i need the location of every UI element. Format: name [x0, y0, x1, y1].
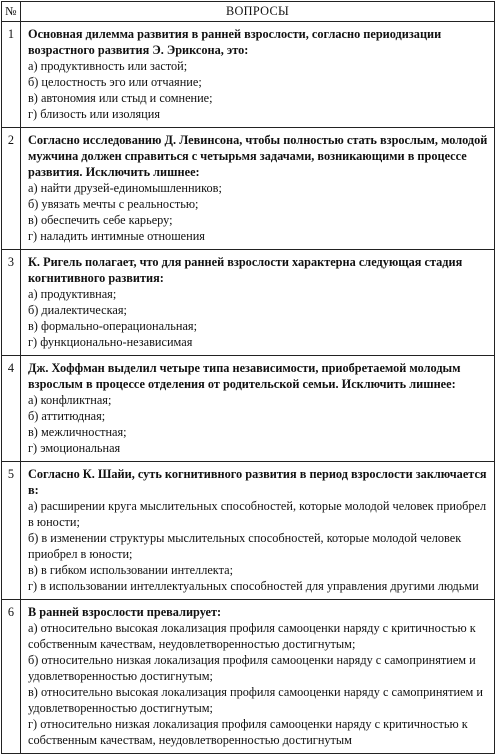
- question-cell: [21, 600, 495, 754]
- question-row: [2, 600, 495, 754]
- question-cell: [21, 22, 495, 128]
- question-text: В ранней взрослости превалирует:: [28, 605, 222, 619]
- answer-option: а) конфликтная;: [28, 393, 112, 407]
- answer-option: б) увязать мечты с реальностью;: [28, 197, 199, 211]
- question-row: [2, 128, 495, 250]
- answer-option: а) продуктивность или застой;: [28, 59, 188, 73]
- question-cell: [21, 250, 495, 356]
- question-row: [2, 22, 495, 128]
- questions-column-header: ВОПРОСЫ: [21, 2, 495, 22]
- question-cell: [21, 462, 495, 600]
- answer-option: в) межличностная;: [28, 425, 127, 439]
- answer-option: г) в использовании интеллектуальных способностей для управления другими людьми: [28, 579, 479, 593]
- question-number: 1: [2, 22, 21, 128]
- answer-option: в) в гибком использовании интеллекта;: [28, 563, 233, 577]
- answer-option: б) относительно низкая локализация профиля самооценки наряду с самопринятием и удовлетворенностью достигнутым;: [28, 653, 476, 683]
- question-number: 6: [2, 600, 21, 754]
- answer-option: в) автономия или стыд и сомнение;: [28, 91, 213, 105]
- question-text: К. Ригель полагает, что для ранней взрослости характерна следующая стадия когнитивного развития:: [28, 255, 463, 285]
- answer-option: а) относительно высокая локализация профиля самооценки наряду с критичностью к собственным качествам, неудовлетворенностью достигнутым;: [28, 621, 476, 651]
- answer-option: г) наладить интимные отношения: [28, 229, 205, 243]
- question-number: 2: [2, 128, 21, 250]
- answer-option: г) функционально-независимая: [28, 335, 193, 349]
- question-text: Основная дилемма развития в ранней взрослости, согласно периодизации возрастного развития Э. Эриксона, это:: [28, 27, 442, 57]
- question-text: Дж. Хоффман выделил четыре типа независимости, приобретаемой молодым взрослым в процессе отделения от родительской семьи. Исключить лишнее:: [28, 361, 461, 391]
- question-text: Согласно исследованию Д. Левинсона, чтобы полностью стать взрослым, молодой мужчина должен справиться с четырьмя задачами, возникающими в процессе развития. Исключить лишнее:: [28, 133, 488, 179]
- answer-option: в) обеспечить себе карьеру;: [28, 213, 173, 227]
- question-cell: [21, 356, 495, 462]
- question-row: [2, 462, 495, 600]
- number-column-header: №: [2, 2, 21, 22]
- answer-option: б) диалектическая;: [28, 303, 127, 317]
- answer-option: б) аттитюдная;: [28, 409, 106, 423]
- answer-option: а) найти друзей-единомышленников;: [28, 181, 222, 195]
- answer-option: а) продуктивная;: [28, 287, 117, 301]
- question-row: [2, 356, 495, 462]
- answer-option: г) эмоциональная: [28, 441, 121, 455]
- answer-option: а) расширении круга мыслительных способностей, которые молодой человек приобрел в юности;: [28, 499, 487, 529]
- answer-option: в) относительно высокая локализация профиля самооценки наряду с самопринятием и удовлетворенностью достигнутым;: [28, 685, 483, 715]
- table-header-row: [2, 2, 495, 22]
- question-text: Согласно К. Шайи, суть когнитивного развития в период взрослости заключается в:: [28, 467, 487, 497]
- questions-body: [2, 22, 495, 754]
- questions-table: [1, 1, 495, 754]
- question-cell: [21, 128, 495, 250]
- question-number: 5: [2, 462, 21, 600]
- answer-option: г) относительно низкая локализация профиля самооценки наряду с критичностью к собственным качествам, неудовлетворенностью достигнутым: [28, 717, 468, 747]
- answer-option: г) близость или изоляция: [28, 107, 160, 121]
- question-number: 4: [2, 356, 21, 462]
- question-number: 3: [2, 250, 21, 356]
- answer-option: в) формально-операциональная;: [28, 319, 197, 333]
- answer-option: б) в изменении структуры мыслительных способностей, которые молодой человек приобрел в юности;: [28, 531, 462, 561]
- question-row: [2, 250, 495, 356]
- answer-option: б) целостность эго или отчаяние;: [28, 75, 202, 89]
